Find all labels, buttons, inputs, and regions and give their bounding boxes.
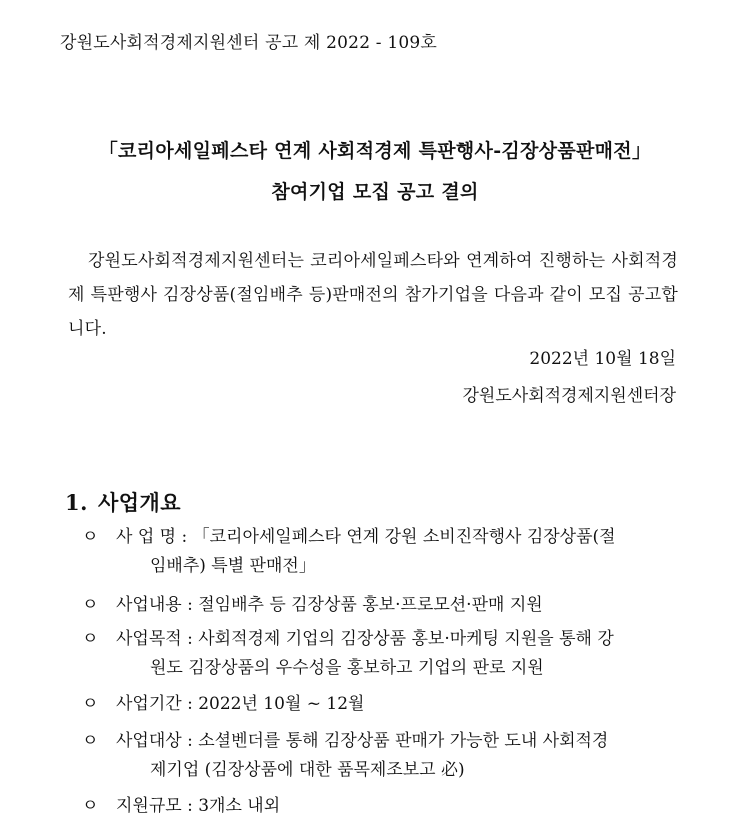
- document-title: 「코리아세일페스타 연계 사회적경제 특판행사-김장상품판매전」: [98, 140, 652, 162]
- list-item-continuation: 원도 김장상품의 우수성을 홍보하고 기업의 판로 지원: [150, 658, 544, 678]
- list-item: [82, 591, 678, 620]
- bullet-icon: ㅇ: [82, 694, 99, 714]
- document-subtitle: 참여기업 모집 공고 결의: [271, 181, 479, 203]
- list-item: [82, 625, 678, 683]
- list-item-continuation: 임배추) 특별 판매전」: [150, 556, 316, 576]
- bullet-icon: ㅇ: [82, 796, 99, 816]
- list-item: [82, 727, 678, 785]
- issuer-signature: 강원도사회적경제지원센터장: [462, 386, 676, 406]
- bullet-icon: ㅇ: [82, 527, 99, 547]
- bullet-icon: ㅇ: [82, 731, 99, 751]
- bullet-icon: ㅇ: [82, 629, 99, 649]
- list-item-text: 사업대상 : 소셜벤더를 통해 김장상품 판매가 가능한 도내 사회적경: [116, 731, 609, 751]
- list-item-text: 사 업 명 : 「코리아세일페스타 연계 강원 소비진작행사 김장상품(절: [116, 527, 616, 547]
- intro-paragraph: 강원도사회적경제지원센터는 코리아세일페스타와 연계하여 진행하는 사회적경제 특판행사 김장상품(절임배추 등)판매전의 참가기업을 다음과 같이 모집 공고합니다.: [68, 251, 678, 339]
- section-heading: [65, 487, 181, 517]
- announcement-date: 2022년 10월 18일: [529, 349, 676, 369]
- list-item: [82, 690, 678, 719]
- section-number: 1.: [65, 490, 88, 515]
- bullet-icon: ㅇ: [82, 595, 99, 615]
- list-item-text: 사업기간 : 2022년 10월 ~ 12월: [116, 694, 365, 714]
- list-item: [82, 523, 678, 581]
- notice-number: 강원도사회적경제지원센터 공고 제 2022 - 109호: [60, 33, 438, 53]
- list-item-continuation: 제기업 (김장상품에 대한 품목제조보고 必): [150, 760, 465, 780]
- section-title: 사업개요: [97, 490, 182, 515]
- list-item-text: 지원규모 : 3개소 내외: [116, 796, 281, 816]
- list-item-text: 사업내용 : 절임배추 등 김장상품 홍보·프로모션·판매 지원: [116, 595, 543, 615]
- list-item: [82, 792, 678, 821]
- list-item-text: 사업목적 : 사회적경제 기업의 김장상품 홍보·마케팅 지원을 통해 강: [116, 629, 614, 649]
